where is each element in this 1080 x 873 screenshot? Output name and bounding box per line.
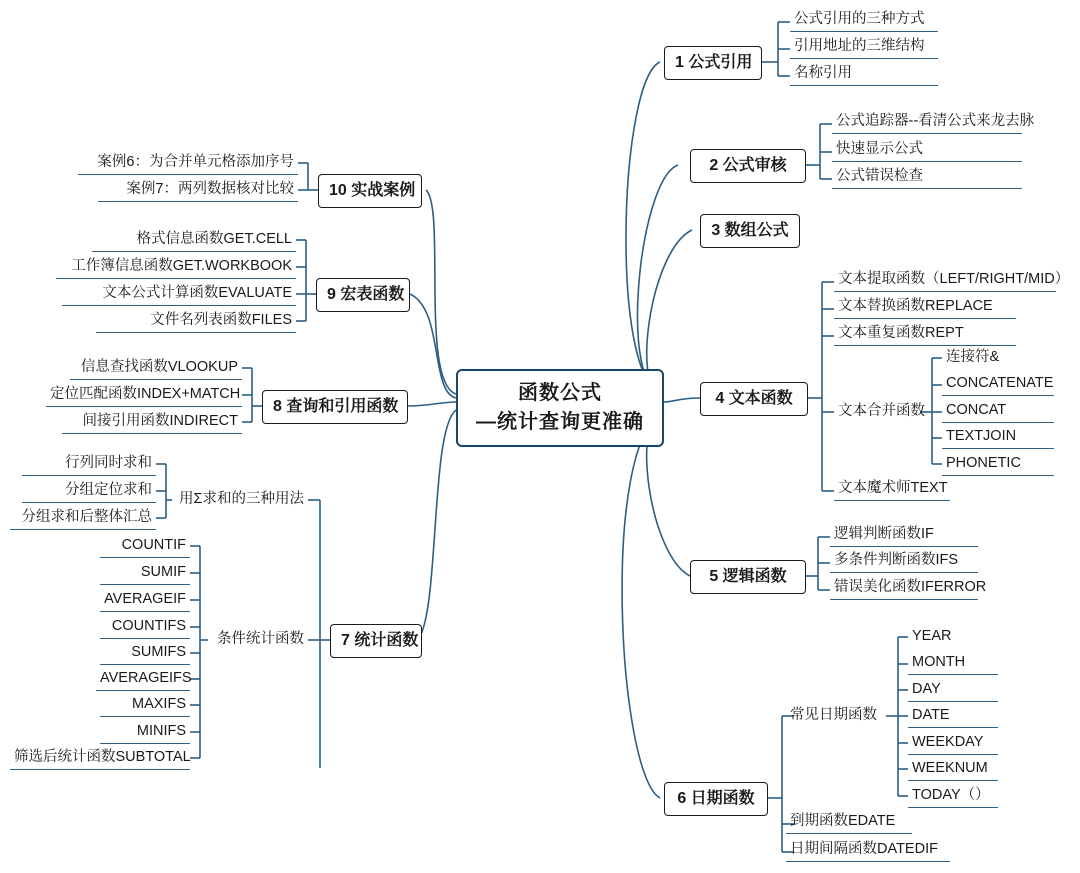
leaf-6-1-1[interactable]: YEAR	[912, 628, 952, 644]
branch-2-formula-audit[interactable]: 2 公式审核	[690, 149, 806, 183]
leaf-2-1[interactable]: 公式追踪器--看清公式来龙去脉	[832, 110, 1022, 134]
leaf-4-3[interactable]: 文本重复函数REPT	[834, 322, 1016, 346]
branch-3-array-formula[interactable]: 3 数组公式	[700, 214, 800, 248]
leaf-4-4-3[interactable]: CONCAT	[942, 399, 1054, 423]
leaf-6-1-6[interactable]: WEEKNUM	[908, 757, 998, 781]
branch-7-statistical-functions[interactable]: 7 统计函数	[330, 624, 422, 658]
leaf-7-2-1[interactable]: COUNTIF	[100, 534, 190, 558]
leaf-7-2-2[interactable]: SUMIF	[100, 561, 190, 585]
leaf-6-2[interactable]: 到期函数EDATE	[786, 810, 912, 834]
branch-6-date-functions[interactable]: 6 日期函数	[664, 782, 768, 816]
leaf-2-3[interactable]: 公式错误检查	[832, 165, 1022, 189]
leaf-9-1[interactable]: 格式信息函数GET.CELL	[92, 228, 296, 252]
leaf-7-2-4[interactable]: COUNTIFS	[100, 615, 190, 639]
branch-8-lookup-reference-functions[interactable]: 8 查询和引用函数	[262, 390, 408, 424]
branch-1-formula-reference[interactable]: 1 公式引用	[664, 46, 762, 80]
leaf-10-1[interactable]: 案例6：为合并单元格添加序号	[78, 151, 298, 175]
leaf-6-1-7[interactable]: TODAY（）	[908, 784, 998, 808]
leaf-4-4-1[interactable]: 连接符&	[946, 349, 1000, 365]
leaf-6-1-common-date[interactable]: 常见日期函数	[790, 707, 877, 723]
leaf-6-1-2[interactable]: MONTH	[908, 651, 998, 675]
leaf-6-1-5[interactable]: WEEKDAY	[908, 731, 998, 755]
branch-9-macro-functions[interactable]: 9 宏表函数	[316, 278, 410, 312]
leaf-2-2[interactable]: 快速显示公式	[832, 138, 1022, 162]
leaf-8-1[interactable]: 信息查找函数VLOOKUP	[70, 356, 242, 380]
leaf-7-2-6[interactable]: AVERAGEIFS	[96, 667, 190, 691]
leaf-9-3[interactable]: 文本公式计算函数EVALUATE	[62, 282, 296, 306]
branch-4-text-functions[interactable]: 4 文本函数	[700, 382, 808, 416]
leaf-1-3[interactable]: 名称引用	[790, 62, 938, 86]
leaf-9-2[interactable]: 工作簿信息函数GET.WORKBOOK	[56, 255, 296, 279]
leaf-8-2[interactable]: 定位匹配函数INDEX+MATCH	[46, 383, 242, 407]
leaf-7-1-2[interactable]: 分组定位求和	[22, 479, 156, 503]
leaf-4-1[interactable]: 文本提取函数（LEFT/RIGHT/MID）	[834, 268, 1056, 292]
leaf-1-2[interactable]: 引用地址的三维结构	[790, 35, 938, 59]
center-topic-line1: 函数公式	[518, 382, 602, 404]
leaf-7-1-3[interactable]: 分组求和后整体汇总	[10, 506, 156, 530]
branch-5-logical-functions[interactable]: 5 逻辑函数	[690, 560, 806, 594]
leaf-5-2[interactable]: 多条件判断函数IFS	[830, 549, 978, 573]
leaf-5-3[interactable]: 错误美化函数IFERROR	[830, 576, 978, 600]
leaf-6-1-4[interactable]: DATE	[908, 704, 998, 728]
center-topic-line2: —统计查询更准确	[476, 411, 644, 433]
leaf-6-3[interactable]: 日期间隔函数DATEDIF	[786, 838, 950, 862]
leaf-7-2-9[interactable]: 筛选后统计函数SUBTOTAL	[10, 746, 190, 770]
leaf-10-2[interactable]: 案例7：两列数据核对比较	[98, 178, 298, 202]
leaf-4-4-2[interactable]: CONCATENATE	[942, 372, 1054, 396]
leaf-7-2-3[interactable]: AVERAGEIF	[100, 588, 190, 612]
leaf-4-4-text-merge[interactable]: 文本合并函数	[838, 403, 925, 419]
leaf-7-2-7[interactable]: MAXIFS	[100, 693, 190, 717]
leaf-7-1-sigma-sum[interactable]: 用Σ求和的三种用法	[179, 491, 304, 507]
leaf-9-4[interactable]: 文件名列表函数FILES	[96, 309, 296, 333]
center-topic	[456, 369, 664, 447]
leaf-4-2[interactable]: 文本替换函数REPLACE	[834, 295, 1016, 319]
leaf-4-4-4[interactable]: TEXTJOIN	[942, 425, 1054, 449]
leaf-4-4-5[interactable]: PHONETIC	[942, 452, 1054, 476]
leaf-7-2-conditional-stats[interactable]: 条件统计函数	[217, 631, 304, 647]
leaf-4-5[interactable]: 文本魔术师TEXT	[834, 477, 950, 501]
leaf-8-3[interactable]: 间接引用函数INDIRECT	[62, 410, 242, 434]
leaf-7-2-8[interactable]: MINIFS	[100, 720, 190, 744]
leaf-1-1[interactable]: 公式引用的三种方式	[790, 8, 938, 32]
branch-10-case-studies[interactable]: 10 实战案例	[318, 174, 422, 208]
leaf-7-1-1[interactable]: 行列同时求和	[22, 452, 156, 476]
leaf-6-1-3[interactable]: DAY	[908, 678, 998, 702]
leaf-5-1[interactable]: 逻辑判断函数IF	[830, 523, 978, 547]
leaf-7-2-5[interactable]: SUMIFS	[100, 641, 190, 665]
